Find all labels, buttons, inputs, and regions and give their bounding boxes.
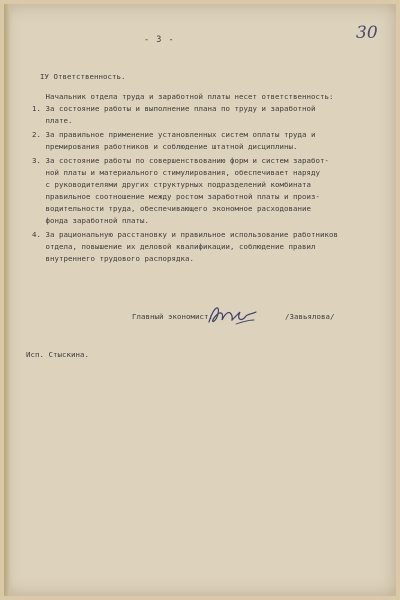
signer-role: Главный экономист:: [132, 312, 213, 321]
body-line: 1. За состояние работы и выполнение плана по труду и заработной: [32, 104, 316, 113]
body-line: 4. За рациональную расстановку и правильное использование работников: [32, 230, 338, 239]
body-line: правильное соотношение между ростом заработной платы и произ-: [32, 192, 320, 201]
signer-name: /Завьялова/: [285, 312, 335, 321]
body-line: премирования работников и соблюдение штатной дисциплины.: [32, 142, 298, 151]
body-line: 3. За состояние работы по совершенствованию форм и систем заработ-: [32, 156, 329, 165]
section-title: IУ Ответственность.: [40, 72, 126, 81]
body-line: фонда заработной платы.: [32, 216, 149, 225]
body-line: Начальник отдела труда и заработной платы несет ответственность:: [32, 92, 334, 101]
body-line: ной платы и материального стимулирования, обеспечивает наряду: [32, 168, 320, 177]
executor-note: Исп. Стыскина.: [26, 350, 89, 359]
handwritten-signature: [206, 302, 258, 328]
body-line: 2. За правильное применение установленных систем оплаты труда и: [32, 130, 316, 139]
body-line: с руководителями других структурных подразделений комбината: [32, 180, 311, 189]
document-page: [4, 4, 396, 596]
body-line: плате.: [32, 116, 73, 125]
body-line: отдела, повышение их деловой квалификации, соблюдение правил: [32, 242, 316, 251]
body-line: внутреннего трудового распорядка.: [32, 254, 194, 263]
page-number: - 3 -: [144, 35, 175, 45]
binding-edge: [4, 4, 10, 596]
body-line: водительности труда, обеспечивающего экономное расходование: [32, 204, 311, 213]
folio-number: 30: [356, 23, 378, 43]
